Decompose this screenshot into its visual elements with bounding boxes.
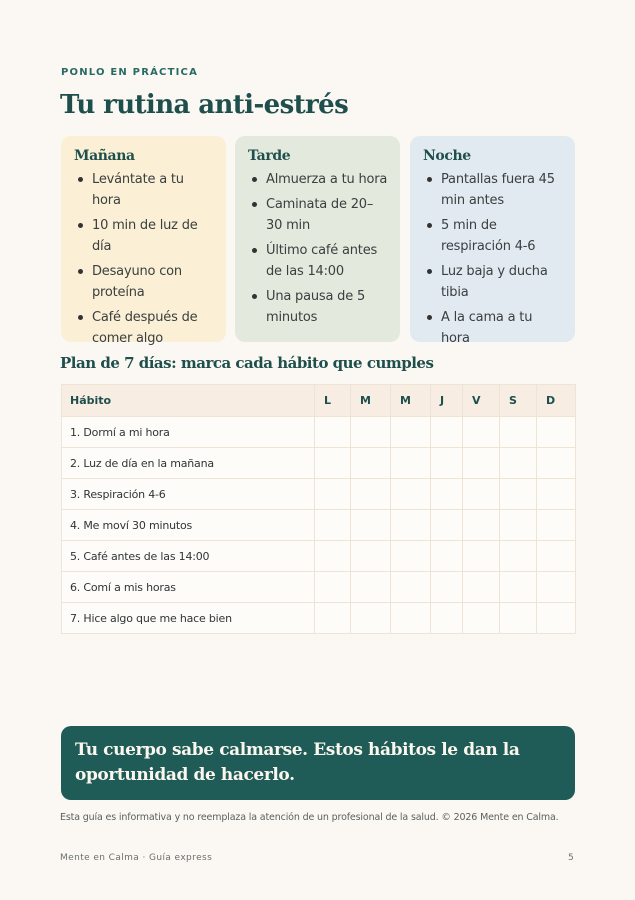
column-header-day: M: [391, 385, 431, 417]
column-header-day: S: [500, 385, 537, 417]
table-row: [62, 572, 576, 603]
card-heading: Noche: [423, 148, 471, 164]
habit-check-cell[interactable]: [500, 510, 537, 541]
habit-check-cell[interactable]: [431, 603, 463, 634]
habit-check-cell[interactable]: [391, 541, 431, 572]
habit-check-cell[interactable]: [351, 417, 391, 448]
habit-label: 5. Café antes de las 14:00: [62, 541, 315, 572]
card-afternoon: [235, 136, 400, 342]
habit-check-cell[interactable]: [391, 448, 431, 479]
habit-label: 6. Comí a mis horas: [62, 572, 315, 603]
habit-check-cell[interactable]: [315, 479, 351, 510]
habit-check-cell[interactable]: [351, 479, 391, 510]
list-item: 5 min de respiración 4-6: [423, 215, 563, 257]
list-item: Almuerza a tu hora: [248, 169, 388, 190]
habit-check-cell[interactable]: [537, 603, 576, 634]
list-item: Una pausa de 5 minutos: [248, 286, 388, 328]
habit-check-cell[interactable]: [500, 448, 537, 479]
column-header-day: V: [463, 385, 500, 417]
habit-check-cell[interactable]: [315, 572, 351, 603]
habit-check-cell[interactable]: [537, 479, 576, 510]
list-item: 10 min de luz de día: [74, 215, 214, 257]
habit-check-cell[interactable]: [500, 572, 537, 603]
table-header-row: [62, 385, 576, 417]
card-list: [423, 169, 563, 349]
habit-check-cell[interactable]: [315, 417, 351, 448]
table-row: [62, 603, 576, 634]
habit-check-cell[interactable]: [431, 448, 463, 479]
list-item: Levántate a tu hora: [74, 169, 214, 211]
habit-label: 7. Hice algo que me hace bien: [62, 603, 315, 634]
list-item: Pantallas fuera 45 min antes: [423, 169, 563, 211]
habit-label: 2. Luz de día en la mañana: [62, 448, 315, 479]
page-number: 5: [568, 853, 574, 863]
habit-check-cell[interactable]: [391, 479, 431, 510]
habit-check-cell[interactable]: [537, 417, 576, 448]
habit-label: 3. Respiración 4-6: [62, 479, 315, 510]
habit-check-cell[interactable]: [500, 417, 537, 448]
habit-check-cell[interactable]: [500, 603, 537, 634]
habit-check-cell[interactable]: [431, 510, 463, 541]
habit-label: 4. Me moví 30 minutos: [62, 510, 315, 541]
habit-label: 1. Dormí a mi hora: [62, 417, 315, 448]
list-item: Café después de comer algo: [74, 307, 214, 349]
page-title: Tu rutina anti-estrés: [60, 90, 349, 120]
habit-check-cell[interactable]: [537, 448, 576, 479]
routine-cards: [61, 136, 575, 346]
habit-check-cell[interactable]: [431, 541, 463, 572]
card-heading: Mañana: [74, 148, 135, 164]
habit-tracker-table: [61, 384, 576, 634]
card-heading: Tarde: [248, 148, 291, 164]
callout-banner: Tu cuerpo sabe calmarse. Estos hábitos le dan la oportunidad de hacerlo.: [61, 726, 575, 800]
eyebrow-label: PONLO EN PRÁCTICA: [61, 67, 199, 78]
table-row: [62, 510, 576, 541]
habit-check-cell[interactable]: [463, 603, 500, 634]
habit-check-cell[interactable]: [431, 479, 463, 510]
habit-check-cell[interactable]: [351, 510, 391, 541]
habit-check-cell[interactable]: [463, 448, 500, 479]
habit-check-cell[interactable]: [391, 417, 431, 448]
habit-check-cell[interactable]: [351, 448, 391, 479]
column-header-habit: Hábito: [62, 385, 315, 417]
column-header-day: L: [315, 385, 351, 417]
habit-check-cell[interactable]: [391, 603, 431, 634]
card-list: [74, 169, 214, 349]
list-item: A la cama a tu hora: [423, 307, 563, 349]
habit-check-cell[interactable]: [351, 572, 391, 603]
habit-check-cell[interactable]: [500, 541, 537, 572]
habit-check-cell[interactable]: [537, 572, 576, 603]
table-row: [62, 541, 576, 572]
card-night: [410, 136, 575, 346]
list-item: Caminata de 20–30 min: [248, 194, 388, 236]
card-list: [248, 169, 388, 328]
habit-check-cell[interactable]: [351, 541, 391, 572]
habit-check-cell[interactable]: [463, 572, 500, 603]
habit-check-cell[interactable]: [537, 541, 576, 572]
habit-check-cell[interactable]: [315, 510, 351, 541]
list-item: Desayuno con proteína: [74, 261, 214, 303]
habit-check-cell[interactable]: [463, 510, 500, 541]
habit-check-cell[interactable]: [537, 510, 576, 541]
habit-check-cell[interactable]: [463, 417, 500, 448]
habit-check-cell[interactable]: [463, 479, 500, 510]
list-item: Luz baja y ducha tibia: [423, 261, 563, 303]
habit-check-cell[interactable]: [500, 479, 537, 510]
habit-check-cell[interactable]: [431, 572, 463, 603]
habit-check-cell[interactable]: [315, 541, 351, 572]
habit-check-cell[interactable]: [463, 541, 500, 572]
habit-check-cell[interactable]: [351, 603, 391, 634]
list-item: Último café antes de las 14:00: [248, 240, 388, 282]
table-row: [62, 417, 576, 448]
habit-check-cell[interactable]: [391, 572, 431, 603]
plan-title: Plan de 7 días: marca cada hábito que cumples: [60, 354, 434, 372]
column-header-day: J: [431, 385, 463, 417]
footer-brand: Mente en Calma · Guía express: [60, 853, 213, 863]
table-row: [62, 448, 576, 479]
card-morning: [61, 136, 226, 346]
habit-check-cell[interactable]: [391, 510, 431, 541]
disclaimer: Esta guía es informativa y no reemplaza la atención de un profesional de la salud. © 2026 Mente en Calma.: [60, 812, 559, 823]
table-row: [62, 479, 576, 510]
column-header-day: D: [537, 385, 576, 417]
habit-check-cell[interactable]: [315, 603, 351, 634]
habit-check-cell[interactable]: [431, 417, 463, 448]
habit-check-cell[interactable]: [315, 448, 351, 479]
column-header-day: M: [351, 385, 391, 417]
